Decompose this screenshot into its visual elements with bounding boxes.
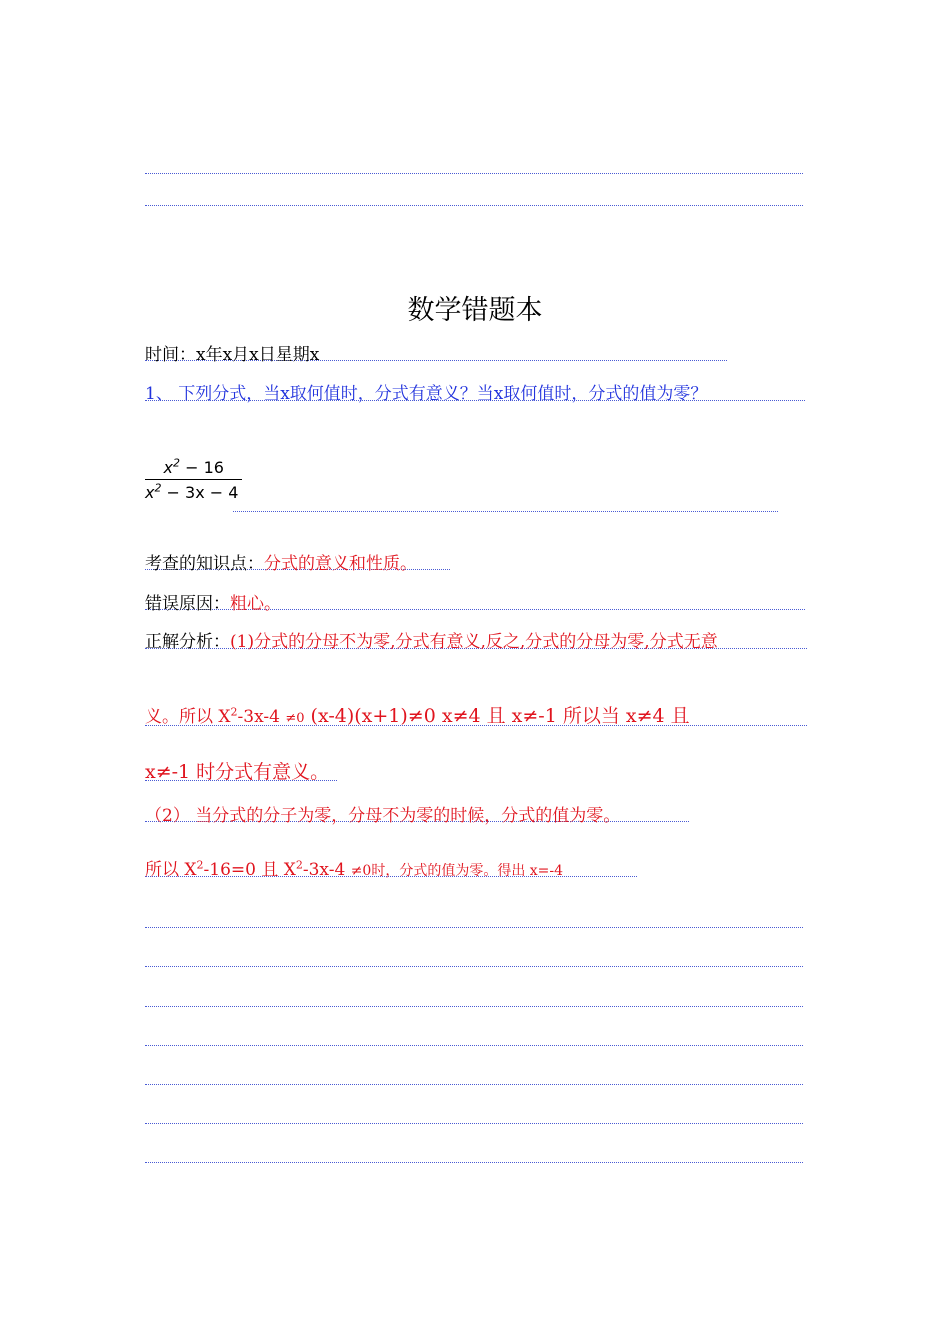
fraction-underline [233,511,778,512]
bottom-rule-2 [145,966,803,967]
analysis-line-4 [145,801,689,826]
analysis-line-3 [145,757,337,781]
analysis-2c: ≠0 [285,711,305,726]
den-rest: − 3x − 4 [161,483,239,502]
analysis-5d: ≠0时，分式的值为零。得出 x=-4 [350,863,564,879]
bottom-rule-3 [145,1006,803,1007]
analysis-2b: -3x-4 [237,707,286,727]
time-value: x年x月x日星期x [196,345,320,365]
analysis-line-2 [145,701,807,726]
num-exp: 2 [172,456,180,470]
error-value: 粗心。 [230,594,281,614]
analysis-row [145,627,807,652]
bottom-rule-6 [145,1123,803,1124]
analysis-2a: 义。所以 X [145,707,231,727]
bottom-rule-1 [145,927,803,928]
num-rest: − 16 [179,458,224,477]
fraction-denominator [145,479,242,502]
analysis-5-exp1: 2 [196,858,204,872]
analysis-2-exp: 2 [230,705,238,719]
fraction-expression [145,458,242,502]
knowledge-label: 考查的知识点： [145,554,264,574]
analysis-4: （2） 当分式的分子为零，分母不为零的时候，分式的值为零。 [145,806,621,826]
num-x: x [163,458,173,477]
error-label: 错误原因： [145,594,230,614]
analysis-3: x≠-1 时分式有意义。 [145,761,330,783]
knowledge-value: 分式的意义和性质。 [264,554,417,574]
bottom-rule-7 [145,1162,803,1163]
question-text [145,379,805,404]
bottom-rule-4 [145,1045,803,1046]
analysis-line-1: (1)分式的分母不为零,分式有意义,反之,分式的分母为零,分式无意 [230,632,718,652]
fraction-numerator [145,458,242,479]
analysis-5b: -16=0 且 X [203,860,296,880]
page-title: 数学错题本 [407,295,543,326]
den-x: x [145,483,155,502]
knowledge-row [145,549,450,574]
analysis-5-exp2: 2 [295,858,303,872]
top-rule-2 [145,205,803,206]
top-rule-1 [145,173,803,174]
analysis-5a: 所以 X [145,860,197,880]
time-label: 时间： [145,345,196,365]
analysis-2d: (x-4)(x+1)≠0 x≠4 且 x≠-1 所以当 x≠4 且 [304,705,690,727]
time-row [145,340,727,365]
analysis-label: 正解分析： [145,632,230,652]
den-exp: 2 [154,481,162,495]
question-label: 1、 下列分式，当x取何值时，分式有意义？当x取何值时，分式的值为零？ [145,384,708,404]
analysis-line-5 [145,855,637,880]
error-row [145,589,805,614]
analysis-5c: -3x-4 [302,860,351,880]
bottom-rule-5 [145,1084,803,1085]
